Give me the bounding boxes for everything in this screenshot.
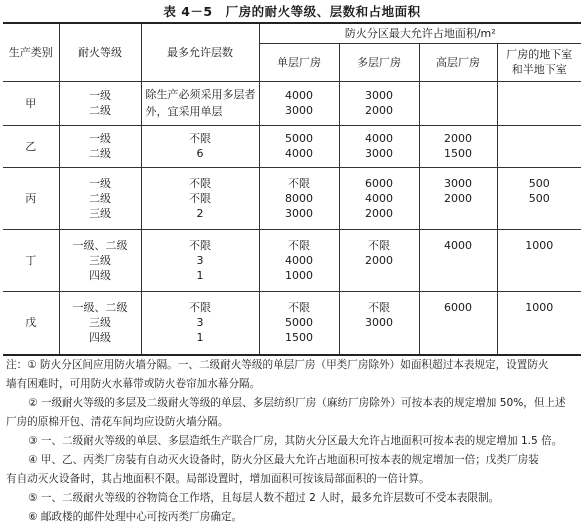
- high-area-cell: 2000 1500: [419, 125, 497, 167]
- floors-cell: 不限 3 1: [141, 229, 259, 291]
- note-line: 有自动灭火设备时，其占地面积不限。局部设置时，增加面积可按该局部面积的一倍计算。: [6, 473, 430, 485]
- note-line: ② 一级耐火等级的多层及二级耐火等级的单层、多层纺织厂房（麻纺厂房除外）可按本表的规定增加 50%，但上述: [28, 397, 566, 409]
- single-area-cell: 5000 4000: [259, 125, 339, 167]
- rating-cell: 一级 二级 三级: [59, 167, 141, 229]
- table-row: [3, 167, 581, 229]
- multi-area-cell: 不限 3000: [339, 291, 419, 355]
- floors-cell: 不限 不限 2: [141, 167, 259, 229]
- multi-area-cell: 不限 2000: [339, 229, 419, 291]
- multi-area-cell: 4000 3000: [339, 125, 419, 167]
- category-cell: 乙: [3, 125, 59, 167]
- single-area-cell: 不限 8000 3000: [259, 167, 339, 229]
- single-area-cell: 4000 3000: [259, 81, 339, 125]
- header-multi-story: 多层厂房: [339, 43, 419, 81]
- multi-area-cell: 3000 2000: [339, 81, 419, 125]
- category-cell: 丁: [3, 229, 59, 291]
- fire-resistance-table: [3, 22, 581, 356]
- header-fire-rating: 耐火等级: [59, 23, 141, 81]
- high-area-cell: 4000: [419, 229, 497, 291]
- basement-area-cell: 500 500: [497, 167, 581, 229]
- category-cell: 戊: [3, 291, 59, 355]
- floors-note-cell: 除生产必须采用多层者外，宜采用单层: [141, 81, 259, 125]
- high-area-cell: [419, 81, 497, 125]
- note-line: 注：① 防火分区间应用防火墙分隔。一、二级耐火等级的单层厂房（甲类厂房除外）如面积超过本表规定，设置防火: [6, 359, 549, 371]
- note-line: ⑥ 邮政楼的邮件处理中心可按丙类厂房确定。: [28, 511, 243, 523]
- header-category: 生产类别: [3, 23, 59, 81]
- basement-area-cell: [497, 81, 581, 125]
- header-high-rise: 高层厂房: [419, 43, 497, 81]
- basement-area-cell: 1000: [497, 291, 581, 355]
- rating-cell: 一级、二级 三级 四级: [59, 291, 141, 355]
- note-line: ③ 一、二级耐火等级的单层、多层造纸生产联合厂房，其防火分区最大允许占地面积可按本表的规定增加 1.5 倍。: [28, 435, 563, 447]
- note-line: ④ 甲、乙、丙类厂房装有自动灭火设备时，防火分区最大允许占地面积可按本表的规定增加一倍；戊类厂房装: [28, 454, 539, 466]
- header-area-group: 防火分区最大允许占地面积/m²: [259, 23, 581, 43]
- rating-cell: 一级 二级: [59, 125, 141, 167]
- note-line: 厂房的原棉开包、清花车间均应设防火墙分隔。: [6, 416, 229, 428]
- category-cell: 甲: [3, 81, 59, 125]
- single-area-cell: 不限 4000 1000: [259, 229, 339, 291]
- header-max-floors: 最多允许层数: [141, 23, 259, 81]
- table-notes: [6, 356, 578, 527]
- high-area-cell: 6000: [419, 291, 497, 355]
- table-caption: 表 4－5 厂房的耐火等级、层数和占地面积: [163, 4, 421, 19]
- single-area-cell: 不限 5000 1500: [259, 291, 339, 355]
- floors-cell: 不限 6: [141, 125, 259, 167]
- table-row: [3, 125, 581, 167]
- header-single-story: 单层厂房: [259, 43, 339, 81]
- rating-cell: 一级 二级: [59, 81, 141, 125]
- table-row: [3, 291, 581, 355]
- basement-area-cell: 1000: [497, 229, 581, 291]
- note-line: 墙有困难时，可用防火水幕带或防火卷帘加水幕分隔。: [6, 378, 261, 390]
- header-basement: 厂房的地下室 和半地下室: [497, 43, 581, 81]
- table-row: [3, 229, 581, 291]
- high-area-cell: 3000 2000: [419, 167, 497, 229]
- multi-area-cell: 6000 4000 2000: [339, 167, 419, 229]
- note-line: ⑤ 一、二级耐火等级的谷物筒仓工作塔，且每层人数不超过 2 人时，最多允许层数可不受本表限制。: [28, 492, 500, 504]
- category-cell: 丙: [3, 167, 59, 229]
- basement-area-cell: [497, 125, 581, 167]
- floors-cell: 不限 3 1: [141, 291, 259, 355]
- rating-cell: 一级、二级 三级 四级: [59, 229, 141, 291]
- table-row: [3, 81, 581, 125]
